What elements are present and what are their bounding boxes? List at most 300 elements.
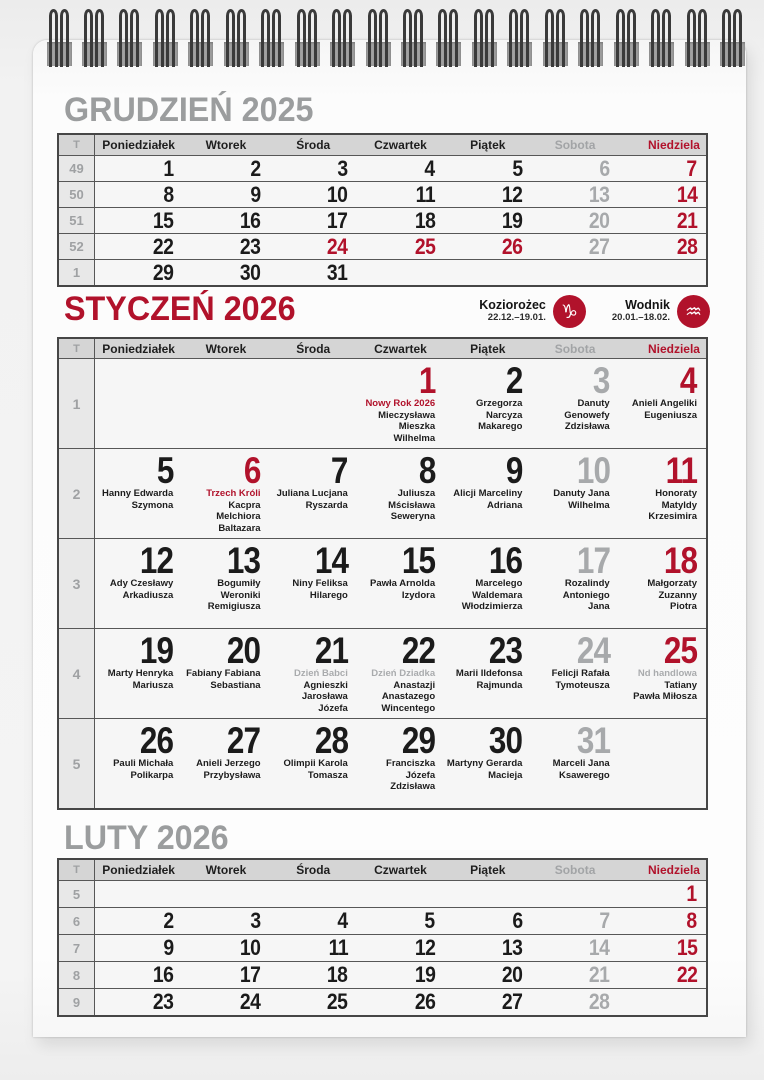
binding-loop [401, 0, 426, 76]
nameday-line [619, 511, 697, 523]
day-number: 10 [327, 181, 348, 207]
nameday-line [102, 500, 173, 512]
day-cell [531, 539, 618, 628]
nameday-lines [632, 398, 697, 421]
wire-loop [651, 9, 660, 67]
day-cell [95, 989, 182, 1015]
wire-loop [687, 9, 696, 67]
weekday-header-6: Sobota [554, 138, 596, 152]
nameday-text: Pawła Arnolda [370, 578, 436, 589]
nameday-text: Kacpra Melchiora [216, 499, 261, 522]
nameday-text: Baltazara [218, 522, 261, 534]
weekday-header-2: Wtorek [205, 341, 247, 356]
wire-loop [237, 9, 246, 67]
weekday-header-7: Niedziela [647, 138, 700, 152]
day-cell [444, 962, 531, 988]
day-number: 26 [414, 989, 436, 1014]
day-number: 16 [152, 962, 174, 987]
day-cell [357, 359, 444, 448]
nameday-text: Anieli Angeliki [631, 398, 697, 409]
month-title-february: LUTY 2026 [64, 819, 229, 857]
nameday-text: Zdzisława [564, 421, 610, 432]
nameday-text: Ryszarda [305, 499, 348, 511]
nameday-text: Grzegorza Narcyza [475, 398, 523, 421]
week-row [59, 628, 706, 718]
day-cell [95, 182, 182, 207]
day-cell [270, 156, 357, 181]
nameday-text: Sebastiana [210, 679, 261, 691]
day-cell [619, 156, 706, 181]
day-cell [619, 234, 706, 259]
weekday-header-1: Poniedziałek [102, 341, 175, 356]
nameday-line [196, 770, 260, 782]
weekday-header-row [59, 339, 706, 358]
wire-loop [49, 9, 58, 67]
nameday-text: Pawła Miłosza [633, 691, 697, 702]
day-number: 17 [327, 207, 348, 233]
nameday-lines [357, 758, 435, 793]
day-cell [444, 234, 531, 259]
day-cell [531, 989, 618, 1015]
day-cell [444, 935, 531, 961]
nameday-text: Niny Feliksa [292, 578, 348, 589]
binding-loop [259, 0, 284, 76]
wire-loop [485, 9, 494, 67]
nameday-text: Ksawerego [559, 769, 610, 781]
day-number: 14 [589, 935, 610, 960]
wire-loop [201, 9, 210, 67]
day-cell [182, 156, 269, 181]
nameday-line [357, 421, 435, 444]
day-number: 8 [162, 181, 174, 207]
day-number: 17 [576, 540, 610, 581]
day-cell [357, 935, 444, 961]
nameday-text: Marii Ildefonsa [455, 668, 523, 679]
day-cell [531, 962, 618, 988]
day-cell [182, 908, 269, 934]
day-cell [270, 260, 357, 285]
day-number: 20 [589, 207, 610, 233]
week-row [59, 181, 706, 207]
week-number: 4 [59, 629, 95, 718]
nameday-text: Izydora [401, 589, 436, 601]
nameday-lines [357, 488, 435, 523]
week-number: 51 [59, 208, 95, 233]
nameday-line [270, 703, 348, 715]
day-number: 1 [418, 360, 436, 401]
week-number: 52 [59, 234, 95, 259]
weekday-header-3: Środa [296, 341, 331, 356]
nameday-lines [108, 668, 173, 691]
day-cell [531, 234, 618, 259]
wire-loop [733, 9, 742, 67]
nameday-line [370, 590, 435, 602]
day-cell [357, 208, 444, 233]
nameday-lines [456, 668, 523, 691]
day-cell [182, 182, 269, 207]
nameday-text: Martyny Gerarda [446, 758, 523, 769]
nameday-lines [277, 488, 348, 511]
wire-loop [474, 9, 483, 67]
binding-loop [543, 0, 568, 76]
day-cell [95, 359, 182, 448]
nameday-text: Wincentego [381, 702, 436, 714]
nameday-text: Zdzisława [390, 781, 436, 792]
day-cell [270, 182, 357, 207]
nameday-text: Ady Czesławy [109, 578, 174, 589]
nameday-text: Juliana Lucjana [276, 488, 348, 499]
day-cell [182, 539, 269, 628]
day-number: 11 [415, 181, 436, 207]
day-cell [95, 208, 182, 233]
day-number: 19 [414, 962, 436, 987]
day-cell [531, 208, 618, 233]
nameday-lines [619, 578, 697, 613]
nameday-lines [447, 758, 523, 781]
week-row [59, 155, 706, 181]
nameday-line [270, 680, 348, 703]
day-number: 13 [501, 935, 523, 960]
nameday-text: Pauli Michała [113, 758, 174, 769]
nameday-text: Danuty Genowefy [564, 398, 610, 421]
nameday-line [357, 410, 435, 422]
nameday-line [453, 500, 522, 512]
nameday-line [182, 523, 260, 535]
nameday-text: Bogumiły Weroniki [217, 578, 261, 601]
week-row [59, 988, 706, 1015]
day-number: 18 [327, 962, 348, 987]
nameday-line [531, 421, 609, 433]
nameday-lines [462, 578, 523, 613]
nameday-text: Agnieszki Jarosława [301, 679, 348, 702]
wire-loop [332, 9, 341, 67]
nameday-lines [110, 578, 173, 601]
wire-loop [591, 9, 600, 67]
day-number: 13 [589, 181, 610, 207]
nameday-line [283, 770, 347, 782]
day-cell [357, 156, 444, 181]
day-cell [531, 156, 618, 181]
day-cell [182, 881, 269, 907]
nameday-text: Eugeniusza [644, 409, 697, 421]
nameday-text: Danuty Jana [553, 488, 610, 499]
day-cell [182, 208, 269, 233]
zodiac-aquarius-name: Wodnik [625, 298, 670, 313]
day-cell [95, 719, 182, 808]
day-number: 10 [576, 450, 610, 491]
calendar-page [33, 40, 746, 1037]
nameday-line [447, 770, 523, 782]
nameday-lines [553, 488, 610, 511]
week-row [59, 448, 706, 538]
day-cell [619, 908, 706, 934]
nameday-text: Franciszka Józefa [386, 758, 436, 781]
day-cell [619, 539, 706, 628]
week-number: 7 [59, 935, 95, 961]
day-cell [95, 156, 182, 181]
wire-loop [60, 9, 69, 67]
day-number: 21 [314, 630, 348, 671]
day-number: 15 [152, 207, 174, 233]
day-cell [619, 260, 706, 285]
wire-loop [368, 9, 377, 67]
day-cell [182, 962, 269, 988]
day-number: 17 [239, 962, 261, 987]
nameday-line [619, 578, 697, 601]
nameday-text: Felicji Rafała [551, 668, 610, 679]
day-number: 8 [418, 450, 436, 491]
day-number: 2 [505, 360, 523, 401]
nameday-lines [113, 758, 173, 781]
nameday-lines [182, 578, 260, 613]
nameday-line [277, 500, 348, 512]
nameday-line [619, 601, 697, 613]
day-number: 26 [139, 720, 174, 761]
nameday-line [357, 758, 435, 781]
binding-loop [507, 0, 532, 76]
day-cell [444, 359, 531, 448]
week-number: 5 [59, 881, 95, 907]
nameday-lines [182, 488, 260, 534]
day-cell [182, 989, 269, 1015]
week-row [59, 961, 706, 988]
day-number: 23 [489, 630, 523, 671]
weekday-header-4: Czwartek [374, 138, 427, 152]
day-cell [444, 881, 531, 907]
zodiac-capricorn [479, 295, 586, 328]
weekday-header-4: Czwartek [374, 863, 427, 877]
week-number: 8 [59, 962, 95, 988]
nameday-text: Honoraty Matyldy [655, 488, 697, 511]
nameday-text: Fabiany Fabiana [186, 668, 261, 679]
nameday-lines [531, 398, 609, 433]
weekday-header-7: Niedziela [647, 863, 700, 877]
day-cell [531, 629, 618, 718]
nameday-lines [196, 758, 260, 781]
nameday-text: Józefa [318, 702, 348, 714]
day-cell [619, 935, 706, 961]
calendar-table-january [57, 337, 708, 810]
binding-loop [436, 0, 461, 76]
capricorn-icon: ♑ [553, 295, 586, 328]
wire-loop [509, 9, 518, 67]
day-cell [182, 719, 269, 808]
day-cell [357, 449, 444, 538]
weekday-header-5: Piątek [470, 138, 506, 152]
nameday-text: Hanny Edwarda [102, 488, 174, 499]
day-number: 25 [327, 989, 348, 1014]
nameday-text: Małgorzaty Zuzanny [647, 578, 697, 601]
day-cell [270, 935, 357, 961]
nameday-line [292, 590, 347, 602]
zodiac-capricorn-text [479, 299, 546, 323]
wire-loop [662, 9, 671, 67]
wire-loop [272, 9, 281, 67]
nameday-line [186, 680, 260, 692]
day-cell [619, 881, 706, 907]
weekday-header-2: Wtorek [205, 138, 247, 152]
zodiac-aquarius-text [612, 299, 670, 323]
day-cell [182, 234, 269, 259]
day-number: 18 [414, 207, 436, 233]
wire-loop [308, 9, 317, 67]
week-number: 50 [59, 182, 95, 207]
zodiac-aquarius [612, 295, 710, 328]
nameday-text: Waldemara [472, 589, 523, 601]
binding-loop [366, 0, 391, 76]
nameday-lines [270, 668, 348, 714]
day-number: 31 [327, 259, 348, 285]
nameday-line [110, 590, 173, 602]
day-number: 27 [501, 989, 523, 1014]
day-cell [531, 359, 618, 448]
day-cell [444, 989, 531, 1015]
day-cell [531, 719, 618, 808]
day-number: 22 [676, 962, 697, 987]
calendar-table-february [57, 858, 708, 1017]
zodiac-aquarius-range: 20.01.–18.02. [611, 312, 670, 324]
wire-loop [556, 9, 565, 67]
nameday-text: Adriana [487, 499, 523, 511]
day-cell [357, 539, 444, 628]
wire-loop [343, 9, 352, 67]
day-number: 2 [250, 155, 261, 181]
binding-loop [224, 0, 249, 76]
day-number: 23 [152, 989, 174, 1014]
day-cell [619, 449, 706, 538]
nameday-lines [531, 578, 609, 613]
day-number: 30 [239, 259, 261, 285]
week-row [59, 207, 706, 233]
day-number: 9 [250, 181, 261, 207]
day-cell [444, 182, 531, 207]
nameday-line [357, 781, 435, 793]
day-number: 6 [599, 155, 610, 181]
weekday-header-1: Poniedziałek [102, 863, 175, 877]
day-cell [531, 908, 618, 934]
binding-loop [720, 0, 745, 76]
nameday-lines [619, 668, 697, 703]
day-cell [270, 881, 357, 907]
day-number: 6 [512, 908, 523, 933]
day-cell [444, 449, 531, 538]
day-number: 13 [227, 540, 261, 581]
day-number: 19 [501, 207, 523, 233]
day-number: 20 [501, 962, 523, 987]
day-cell [444, 156, 531, 181]
spiral-binding [0, 0, 764, 80]
day-cell [95, 881, 182, 907]
day-number: 19 [139, 630, 174, 671]
nameday-text: Dzień Dziadka [371, 668, 436, 679]
wire-loop [226, 9, 235, 67]
nameday-line [182, 578, 260, 601]
day-number: 14 [314, 540, 348, 581]
nameday-line [444, 398, 522, 421]
day-number: 5 [512, 155, 523, 181]
week-row [59, 880, 706, 907]
nameday-text: Włodzimierza [461, 601, 523, 612]
day-cell [270, 962, 357, 988]
day-number: 27 [227, 720, 261, 761]
weekday-header-6: Sobota [554, 863, 596, 877]
day-number: 14 [676, 181, 697, 207]
wire-loop [520, 9, 529, 67]
day-cell [357, 719, 444, 808]
wire-loop [722, 9, 731, 67]
nameday-line [357, 511, 435, 523]
binding-loop [614, 0, 639, 76]
nameday-text: Wilhelma [568, 499, 610, 511]
nameday-lines [357, 668, 435, 714]
zodiac-capricorn-range: 22.12.–19.01. [487, 312, 546, 324]
day-cell [619, 208, 706, 233]
weekday-header-6: Sobota [554, 341, 596, 356]
day-cell [95, 908, 182, 934]
wire-loop [130, 9, 139, 67]
day-cell [182, 629, 269, 718]
nameday-lines [453, 488, 522, 511]
day-number: 2 [162, 908, 174, 933]
day-cell [95, 629, 182, 718]
day-number: 12 [501, 181, 523, 207]
day-number: 4 [680, 360, 697, 401]
weekday-header-1: Poniedziałek [102, 138, 175, 152]
day-number: 5 [156, 450, 174, 491]
day-number: 28 [676, 233, 697, 259]
wire-loop [698, 9, 707, 67]
nameday-lines [552, 668, 610, 691]
day-cell [444, 908, 531, 934]
wire-loop [379, 9, 388, 67]
day-cell [619, 182, 706, 207]
weekday-header-4: Czwartek [374, 341, 427, 356]
day-number: 16 [489, 540, 523, 581]
nameday-line [531, 398, 609, 421]
binding-loop [117, 0, 142, 76]
wire-loop [95, 9, 104, 67]
day-number: 4 [337, 908, 348, 933]
nameday-text: Mieczysława [378, 409, 436, 421]
day-number: 18 [663, 540, 697, 581]
binding-loop [188, 0, 213, 76]
day-cell [619, 962, 706, 988]
day-cell [619, 989, 706, 1015]
wire-loop [438, 9, 447, 67]
nameday-text: Rozalindy Antoniego [562, 578, 610, 601]
day-number: 15 [401, 540, 436, 581]
nameday-text: Szymona [131, 499, 174, 511]
nameday-text: Tomasza [307, 769, 348, 781]
nameday-line [462, 601, 523, 613]
wire-loop [414, 9, 423, 67]
nameday-line [619, 488, 697, 511]
wire-loop [403, 9, 412, 67]
day-cell [357, 962, 444, 988]
day-cell [444, 260, 531, 285]
binding-loop [47, 0, 72, 76]
day-number: 5 [424, 908, 436, 933]
nameday-text: Macieja [488, 769, 523, 781]
day-cell [444, 629, 531, 718]
wire-loop [616, 9, 625, 67]
nameday-text: Marceli Jana [552, 758, 610, 769]
day-cell [270, 234, 357, 259]
nameday-lines [444, 398, 522, 433]
day-cell [357, 989, 444, 1015]
nameday-line [108, 680, 173, 692]
nameday-line [619, 668, 697, 691]
